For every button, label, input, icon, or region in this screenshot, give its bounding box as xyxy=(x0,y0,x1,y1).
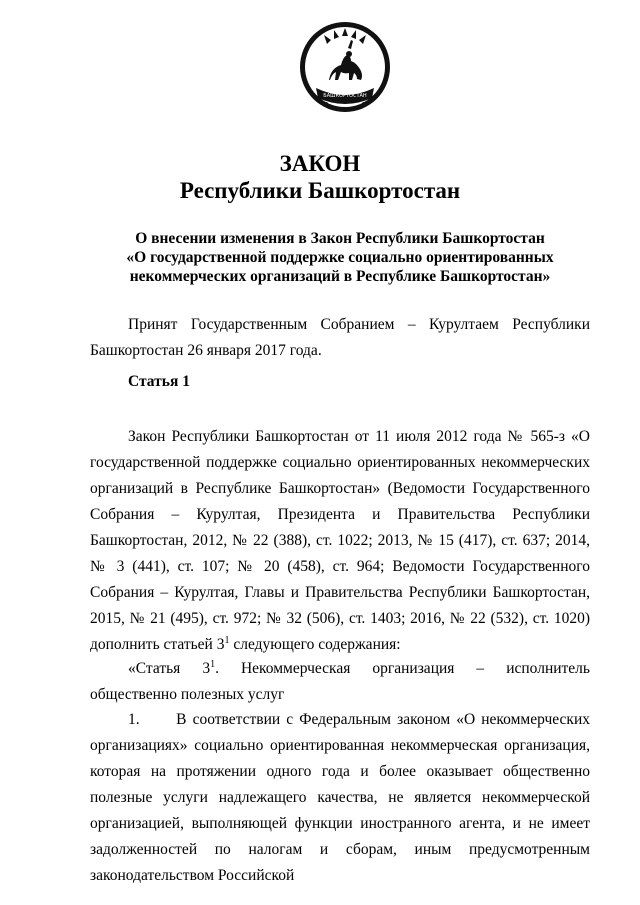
law-name-line: некоммерческих организаций в Республике Башкортостан» xyxy=(129,268,551,285)
law-name-line: «О государственной поддержке социально ориентированных xyxy=(126,249,554,266)
article-main-text: Закон Республики Башкортостан от 11 июля 2012 года № 565-з «О государственной поддержке социально ориентированных некоммерческих организаций в Республике Башкортостан» (Ведомости Государственного Собрания – Курултая, Президента и Правительства Республики Башкортостан, 2012, № 22 (388), ст. 1022; 2013, № 15 (417), ст. 637; 2014, № 3 (441), ст. 107; № 20 (458), ст. 964; Ведомости Государственного Собрания – Курултая, Главы и Правительства Республики Башкортостан, 2015, № 21 (495), ст. 972; № 32 (506), ст. 1403; 2016, № 22 (532), ст. 1020) дополнить статьей 3 xyxy=(90,428,590,653)
law-name-line: О внесении изменения в Закон Республики Башкортостан xyxy=(135,230,545,247)
law-name-heading xyxy=(100,229,580,286)
emblem-ribbon-text: БАШКОРТОСТАН xyxy=(323,93,367,99)
superscript: 1 xyxy=(210,658,216,670)
adoption-paragraph: Принят Государственным Собранием – Курултаем Республики Башкортостан 26 января 2017 года. xyxy=(90,316,590,359)
item-1-paragraph: 1. В соответствии с Федеральным законом «О некоммерческих организациях» социально ориентированная некоммерческая организация, которая на протяжении одного года и более оказывает общественно полезные услуги надлежащего качества, не является некоммерческой организацией, выполняющей функции иностранного агента, и не имеет задолженностей по налогам и сборам, иным предусмотренным законодательством Российской xyxy=(90,711,590,884)
article-heading: Статья 1 xyxy=(128,373,190,390)
article-main-paragraph xyxy=(90,424,590,658)
superscript: 1 xyxy=(224,634,230,646)
new-article-title-paragraph xyxy=(90,656,590,708)
new-article-title-end: . Некоммерческая организация – исполнитель общественно полезных услуг xyxy=(90,660,590,703)
article-main-text-end: следующего содержания: xyxy=(229,636,401,653)
new-article-title: «Статья 3 xyxy=(128,660,211,677)
document-title: ЗАКОН xyxy=(279,151,361,176)
bashkortostan-coat-of-arms-icon xyxy=(296,18,394,120)
document-subtitle: Республики Башкортостан xyxy=(179,178,461,203)
